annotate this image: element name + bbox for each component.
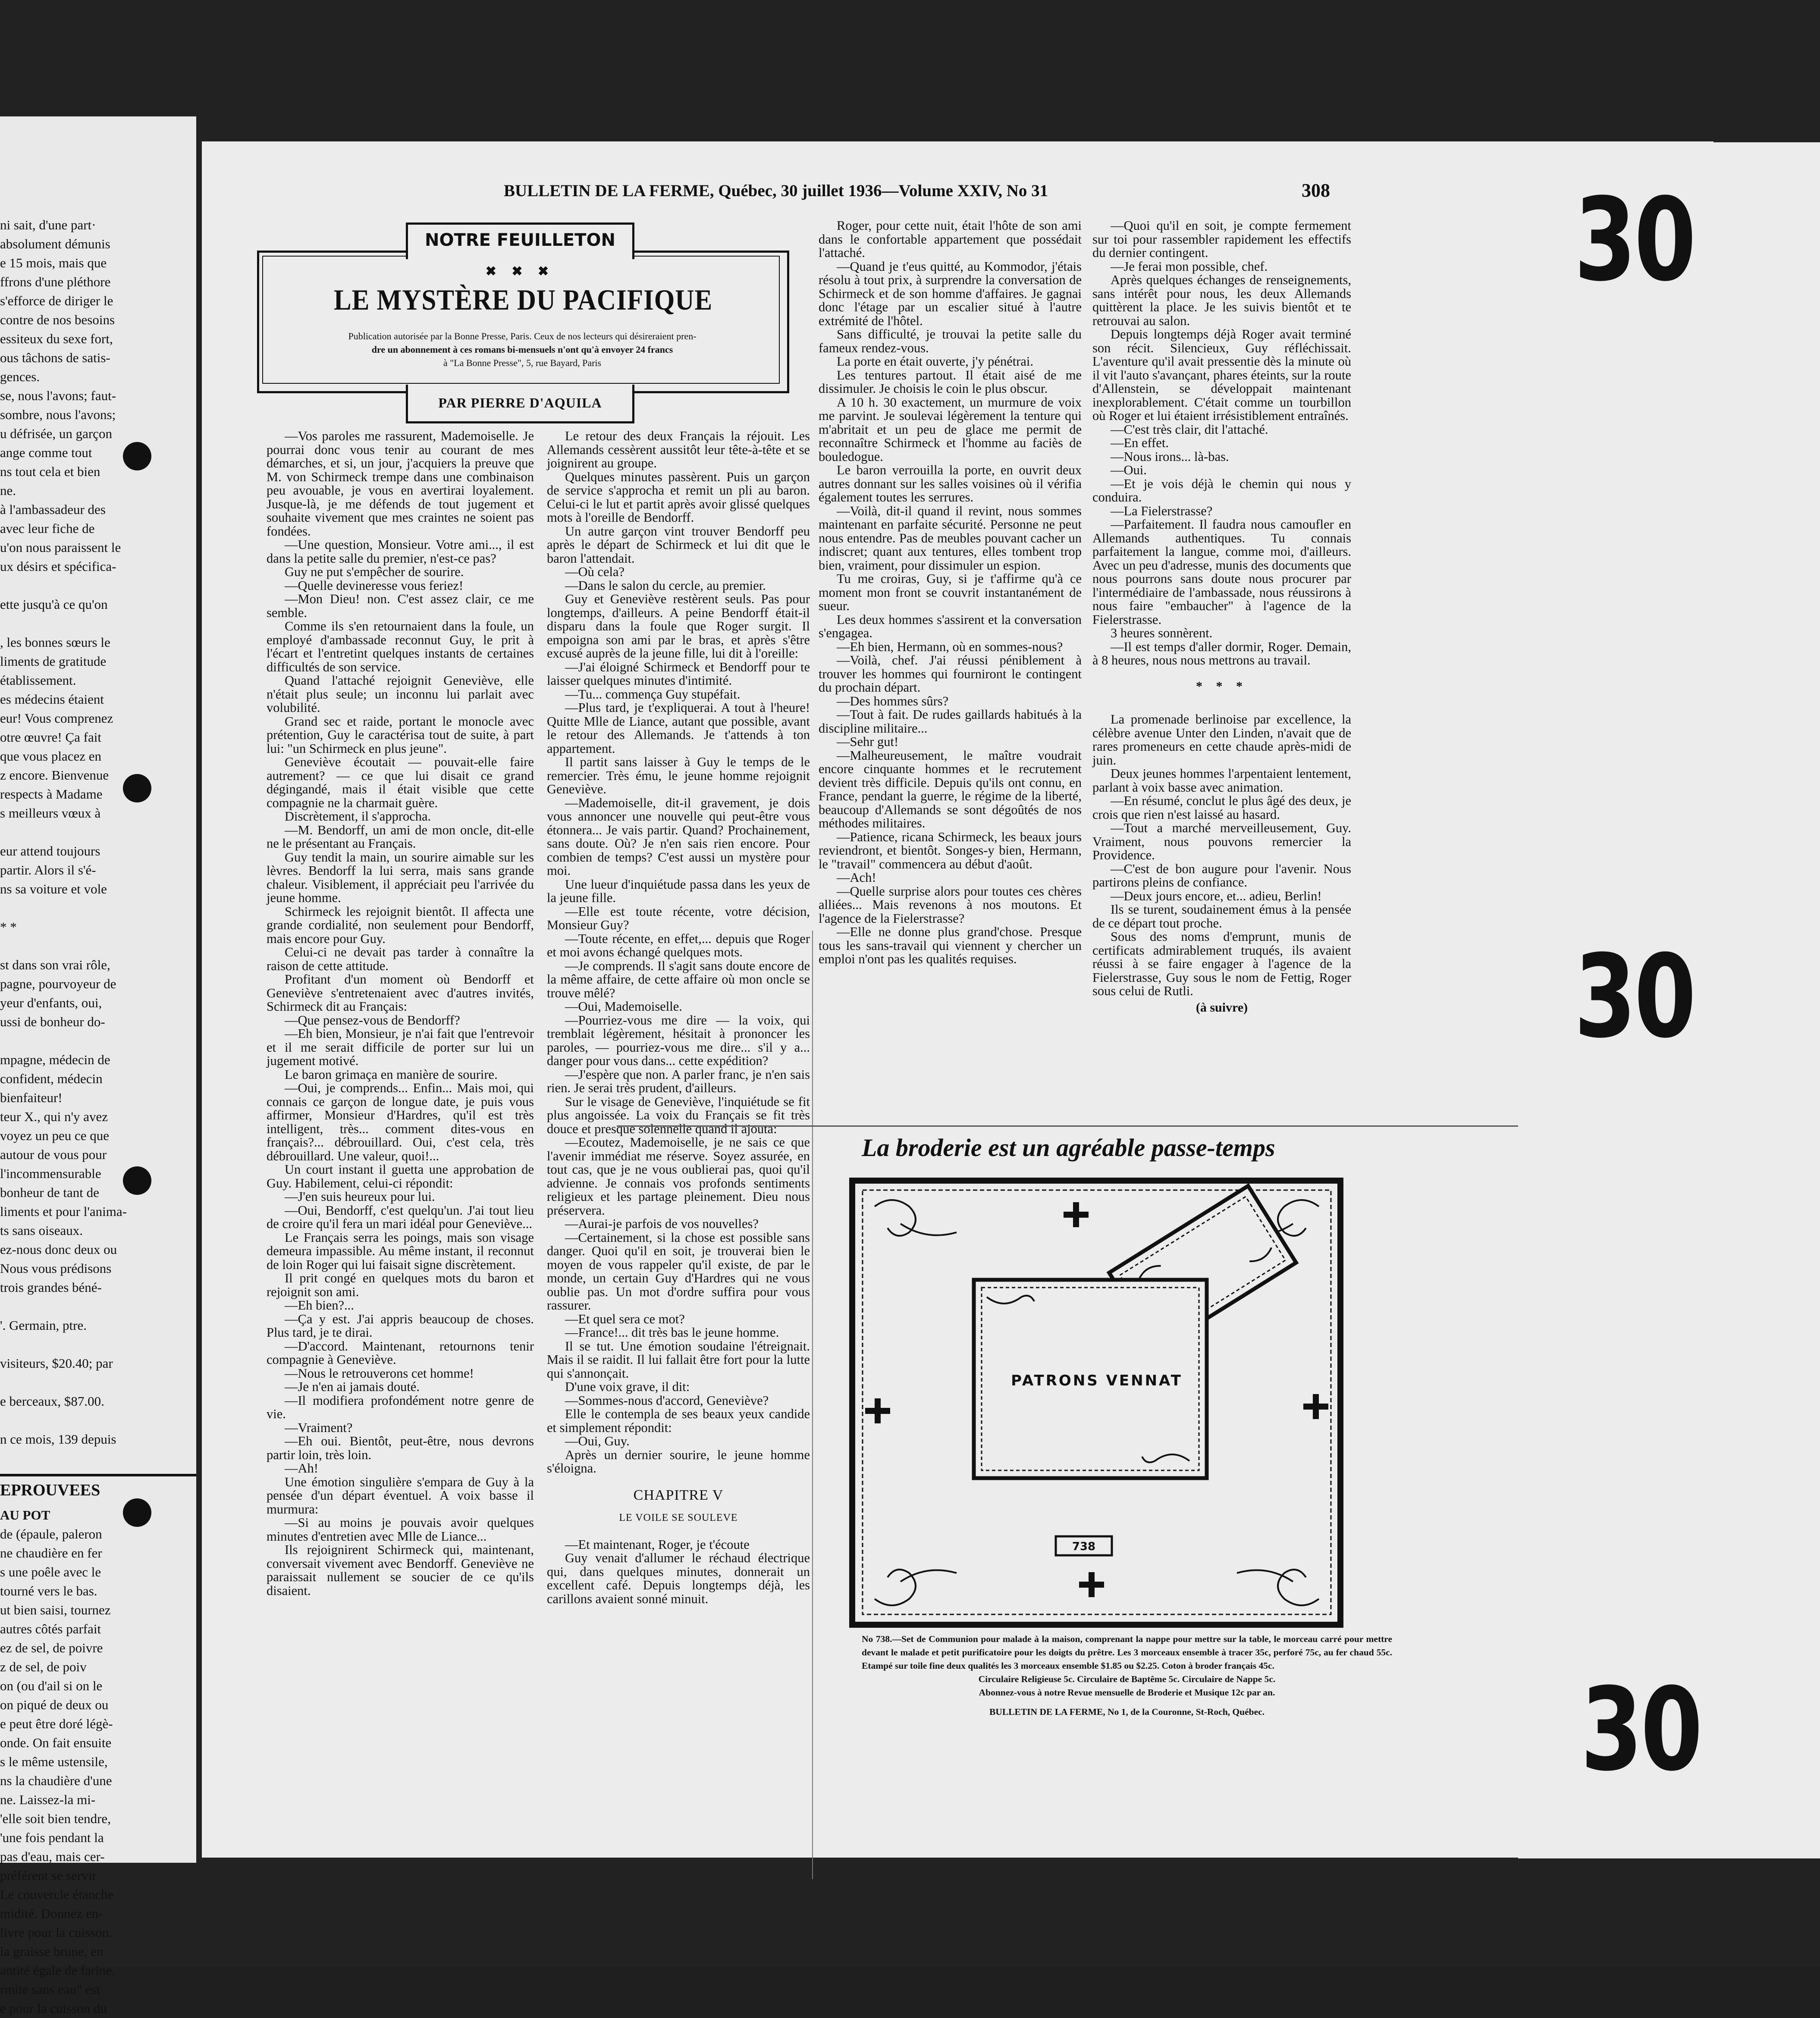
story-paragraph: La porte en était ouverte, j'y pénétrai.	[837, 354, 1034, 369]
left-page-line: ne. Laissez-la mi-	[0, 1792, 96, 1807]
left-page-line: établissement.	[0, 673, 76, 688]
story-paragraph: —Oui, Mademoiselle.	[565, 999, 682, 1014]
feuilleton-kicker: NOTRE FEUILLETON	[425, 230, 615, 250]
story-paragraph: Sans difficulté, je trouvai la petite salle du fameux rendez-vous.	[819, 327, 1082, 355]
left-page-line: ffrons d'une pléthore	[0, 274, 111, 289]
left-page-line: ut bien saisi, tournez	[0, 1602, 111, 1617]
left-page-line: eur attend toujours	[0, 843, 100, 859]
story-paragraph: Le retour des deux Français la réjouit. Les Allemands cessèrent aussitôt leur tête-à-tête et se joignirent au groupe.	[547, 429, 810, 470]
story-paragraph: —Nous le retrouverons cet homme!	[285, 1366, 474, 1381]
left-page-line: ni sait, d'une part·	[0, 217, 96, 232]
left-page-line: ussi de bonheur do-	[0, 1014, 105, 1029]
story-paragraph: —Voilà, chef. J'ai réussi péniblement à trouver les hommes qui fourniront le contingent du prochain départ.	[819, 653, 1082, 695]
left-page-line: ne chaudière en fer	[0, 1545, 102, 1561]
story-paragraph: Il partit sans laisser à Guy le temps de le remercier. Très ému, le jeune homme rejoignit Geneviève.	[547, 755, 810, 796]
story-paragraph: —Sommes-nous d'accord, Geneviève?	[565, 1393, 769, 1408]
left-page-line: ns sa voiture et vole	[0, 881, 107, 896]
story-paragraph: —Eh bien?...	[285, 1298, 354, 1313]
frame-number: 30	[1574, 174, 1694, 307]
left-page-line	[0, 1373, 196, 1392]
pattern-brand-label: PATRONS VENNAT	[1011, 1372, 1183, 1389]
left-page-line: absolument démunis	[0, 236, 110, 251]
story-paragraph: Un autre garçon vint trouver Bendorff peu après le départ de Schirmeck et lui dit que le baron l'attendait.	[547, 523, 810, 566]
story-paragraph: —Malheureusement, le maître voudrait encore cinquante hommes et le recrutement devient très difficile. Depuis qu'ils ont connu, en France, pendant la guerre, le régime de la liberté, beaucoup d'Allemands se sont dégoûtés de nos méthodes militaires.	[819, 748, 1082, 830]
story-paragraph: —Quoi qu'il en soit, je compte fermement sur toi pour rassembler rapidement les effectifs du dernier contingent.	[1092, 218, 1351, 260]
story-paragraph: —J'espère que non. A parler franc, je n'en sais rien. Je serai très prudent, d'ailleurs.	[547, 1067, 810, 1095]
left-page-line: avec leur fiche de	[0, 521, 95, 536]
story-paragraph: —Tout à fait. De rudes gaillards habitués à la discipline militaire...	[819, 707, 1082, 736]
left-page-line: s'efforce de diriger le	[0, 293, 113, 308]
left-page-line: 'une fois pendant la	[0, 1830, 104, 1845]
left-page-line: e 15 mois, mais que	[0, 255, 107, 270]
story-paragraph: —Et quel sera ce mot?	[565, 1311, 685, 1326]
left-page-line: essiteux du sexe fort,	[0, 331, 113, 346]
story-paragraph: —Deux jours encore, et... adieu, Berlin!	[1111, 888, 1322, 903]
left-page-line: Le couvercle étanche	[0, 1887, 114, 1902]
ornament-mark: ✖ ✖ ✖	[485, 264, 555, 279]
story-column-3	[819, 219, 1082, 1258]
story-paragraph: 3 heures sonnèrent.	[1111, 626, 1213, 640]
story-paragraph: Le baron grimaça en manière de sourire.	[285, 1067, 498, 1082]
story-paragraph: —J'ai éloigné Schirmeck et Bendorff pour te laisser quelques minutes d'intimité.	[547, 659, 810, 688]
story-paragraph: —Je ferai mon possible, chef.	[1111, 259, 1268, 274]
left-page-line: préférent se servir	[0, 1868, 97, 1883]
story-paragraph: Sur le visage de Geneviève, l'inquiétude se fit plus angoissée. La voix du Français se fit très douce et presque solennelle quand il ajouta:	[547, 1094, 810, 1136]
story-paragraph: Une émotion singulière s'empara de Guy à la pensée d'un départ éventuel. A voix basse il murmura:	[267, 1474, 534, 1517]
left-page-line: s une poêle avec le	[0, 1564, 101, 1579]
story-paragraph: —Quand je t'eus quitté, au Kommodor, j'étais résolu à tout prix, à surprendre la conversation de Schirmeck et de son homme d'affaires. Je gagnai donc l'étage par un escalier situé à l'autre extrémité de l'hôtel.	[819, 259, 1082, 328]
story-paragraph: Elle le contempla de ses beaux yeux candide et simplement répondit:	[547, 1407, 810, 1435]
left-page-line: ez-nous donc deux ou	[0, 1242, 117, 1257]
story-paragraph: —Eh oui. Bientôt, peut-être, nous devrons partir loin, très loin.	[267, 1434, 534, 1462]
story-paragraph: —Ça y est. J'ai appris beaucoup de choses. Plus tard, je te dirai.	[267, 1311, 534, 1340]
left-page-line: partir. Alors il s'é-	[0, 862, 96, 877]
story-paragraph: —Elle ne donne plus grand'chose. Presque tous les sans-travail qui viennent y chercher un emploi n'ont pas les qualités requises.	[819, 924, 1082, 966]
publication-note-line: à "La Bonne Presse", 5, rue Bayard, Paris	[443, 357, 602, 368]
left-page-line: es médecins étaient	[0, 692, 104, 707]
left-page-line	[0, 1449, 196, 1468]
left-page-line: s meilleurs vœux à	[0, 805, 101, 821]
publication-note	[283, 329, 762, 370]
left-page-line: pas d'eau, mais cer-	[0, 1849, 105, 1864]
story-paragraph: —Je comprends. Il s'agit sans doute encore de la même affaire, de cette affaire où mon oncle se trouve mêlé?	[547, 958, 810, 1000]
pattern-number: 738	[1072, 1540, 1096, 1553]
story-paragraph: Deux jeunes hommes l'arpentaient lentement, parlant à voix basse avec animation.	[1092, 766, 1351, 795]
binding-hole	[123, 774, 151, 802]
story-paragraph: —Vraiment?	[285, 1420, 353, 1435]
left-page-line: bonheur de tant de	[0, 1185, 99, 1200]
story-paragraph: —En effet.	[1111, 436, 1169, 450]
left-page-line: , les bonnes sœurs le	[0, 635, 110, 650]
story-paragraph: Celui-ci ne devait pas tarder à connaître la raison de cette attitude.	[267, 945, 534, 973]
embroidery-pattern-drawing	[849, 1176, 1345, 1629]
story-paragraph: Comme ils s'en retournaient dans la foule, un employé d'ambassade reconnut Guy, le prit à l'écart et l'entretint quelques instants de certaines difficultés de son service.	[267, 619, 534, 674]
left-page-line: confident, médecin	[0, 1071, 103, 1086]
left-page-line: tourné vers le bas.	[0, 1583, 97, 1598]
chapter-subtitle: LE VOILE SE SOULEVE	[619, 1512, 738, 1523]
story-paragraph: Guy tendit la main, un sourire aimable sur les lèvres. Bendorff la lui serra, mais sans grande chaleur. Visiblement, il appréciait peu l'arrivée du jeune homme.	[267, 849, 534, 905]
left-page-line: autres côtés parfait	[0, 1621, 101, 1636]
left-page-line: on piqué de deux ou	[0, 1697, 109, 1712]
left-page-line: livre pour la cuisson.	[0, 1925, 113, 1940]
story-paragraph: Guy ne put s'empêcher de sourire.	[285, 564, 464, 579]
story-paragraph: Quand l'attaché rejoignit Geneviève, elle n'était plus seule; un inconnu lui parlait avec volubilité.	[267, 673, 534, 715]
left-page-line: on (ou d'ail si on le	[0, 1678, 103, 1693]
story-paragraph: —Dans le salon du cercle, au premier.	[565, 578, 766, 593]
left-page-line: st dans son vrai rôle,	[0, 957, 110, 972]
story-paragraph: Roger, pour cette nuit, était l'hôte de son ami dans le confortable appartement que possédait l'attaché.	[819, 218, 1082, 260]
left-page-line: ange comme tout	[0, 445, 92, 460]
story-paragraph: —M. Bendorff, un ami de mon oncle, dit-elle ne le présentant au Français.	[267, 822, 534, 851]
story-paragraph: Profitant d'un moment où Bendorff et Geneviève s'entretenaient avec d'autres invités, Schirmeck dit au Français:	[267, 972, 534, 1014]
story-paragraph: —Et maintenant, Roger, je t'écoute	[565, 1537, 750, 1552]
story-paragraph: —Si au moins je pouvais avoir quelques minutes d'entretien avec Mlle de Liance...	[267, 1515, 534, 1544]
left-page-line: e berceaux, $87.00.	[0, 1394, 104, 1409]
story-paragraph: Schirmeck les rejoignit bientôt. Il affecta une grande cordialité, non seulement pour Bendorff, mais encore pour Guy.	[267, 904, 534, 946]
story-paragraph: Quelques minutes passèrent. Puis un garçon de service s'approcha et remit un pli au baron. Celui-ci le lut et partit après avoir glissé quelques mots à l'oreille de Bendorff.	[547, 469, 810, 525]
left-page-line	[0, 1335, 196, 1354]
left-page-line: '. Germain, ptre.	[0, 1318, 87, 1333]
left-page-line: voyez un peu ce que	[0, 1128, 110, 1143]
left-page-line: otre œuvre! Ça fait	[0, 730, 101, 745]
left-page-line: u'on nous paraissent le	[0, 540, 121, 555]
left-page-line: pagne, pourvoyeur de	[0, 976, 116, 991]
section-asterism: * * *	[1196, 679, 1248, 693]
left-page-line: l'incommensurable	[0, 1166, 101, 1181]
story-paragraph: Geneviève écoutait — pouvait-elle faire autrement? — ce que lui disait ce grand dégingandé, mais il était visible que cette compagnie ne la charmait guère.	[267, 755, 534, 810]
left-page-line: u défrisée, un garçon	[0, 426, 112, 441]
story-paragraph: —Tu... commença Guy stupéfait.	[565, 686, 741, 702]
story-paragraph: Grand sec et raide, portant le monocle avec prétention, Guy le caractérisa tout de suite, à part lui: "un Schirmeck en plus jeune".	[267, 714, 534, 756]
story-paragraph: —D'accord. Maintenant, retournons tenir compagnie à Geneviève.	[267, 1338, 534, 1367]
story-paragraph: —Sehr gut!	[837, 734, 899, 749]
publication-note-line: Publication autorisée par la Bonne Presse, Paris. Ceux de nos lecteurs qui désireraient pren-	[348, 331, 697, 342]
to-be-continued-label: (à suivre)	[1196, 1000, 1248, 1015]
chapter-title: CHAPITRE V	[633, 1487, 724, 1503]
column-divider	[812, 931, 813, 1879]
left-page-line: de (épaule, paleron	[0, 1526, 102, 1542]
story-paragraph: Après quelques échanges de renseignements, sans intérêt pour nous, les deux Allemands quittèrent la place. Je les suivis bientôt et te retrouvai au salon.	[1092, 273, 1351, 328]
left-page-line: visiteurs, $20.40; par	[0, 1356, 113, 1371]
story-paragraph: Une lueur d'inquiétude passa dans les yeux de la jeune fille.	[547, 877, 810, 905]
left-page-line: s le même ustensile,	[0, 1754, 108, 1769]
story-paragraph: —Vos paroles me rassurent, Mademoiselle. Je pourrai donc vous tenir au courant de mes démarches, et si, un jour, j'acquiers la preuve que M. von Schirmeck trempe dans une combinaison peu avouable, je vous en avertirai loyalement. Jusque-là, je me défends de tout jugement et souhaite vivement que mes craintes ne soient pas fondées.	[267, 429, 534, 539]
caption-text: Circulaire Religieuse 5c. Circulaire de Baptême 5c. Circulaire de Nappe 5c.	[978, 1674, 1276, 1684]
story-paragraph: —Eh bien, Monsieur, je n'ai fait que l'entrevoir et il me serait difficile de porter sur lui un jugement motivé.	[267, 1026, 534, 1068]
story-paragraph: Les tentures partout. Il était aisé de me dissimuler. Je choisis le coin le plus obscur.	[819, 367, 1082, 396]
left-page-line: Nous vous prédisons	[0, 1261, 112, 1276]
story-paragraph: —Voilà, dit-il quand il revint, nous sommes maintenant en parfaite sécurité. Personne ne peut nous entendre. Pas de meubles pouvant cacher un indiscret; quant aux tentures, elles tombent trop bien, vraiment, pour dissimuler un espion.	[819, 503, 1082, 573]
story-paragraph: —Quelle surprise alors pour toutes ces chères alliées... Mais revenons à nos moutons. Et l'agence de la Fielerstrasse?	[819, 884, 1082, 926]
story-paragraph: Le baron verrouilla la porte, en ouvrit deux autres donnant sur les salles voisines où il vérifia également toutes les serrures.	[819, 463, 1082, 504]
story-paragraph: —Nous irons... là-bas.	[1111, 449, 1229, 464]
left-page-line: autour de vous pour	[0, 1147, 107, 1162]
left-page-fragment	[0, 116, 196, 2016]
story-title: LE MYSTÈRE DU PACIFIQUE	[333, 283, 713, 316]
left-page-line	[0, 823, 196, 842]
story-paragraph: Il se tut. Une émotion soudaine l'étreignait. Mais il se raidit. Il lui fallait être fort pour la lutte qui s'annonçait.	[547, 1338, 810, 1381]
left-page-line: yeur d'enfants, oui,	[0, 995, 102, 1010]
story-paragraph: —Où cela?	[565, 564, 625, 579]
story-paragraph: —Ach!	[837, 870, 876, 885]
story-paragraph: Discrètement, il s'approcha.	[285, 809, 431, 824]
story-paragraph: —France!... dit très bas le jeune homme.	[565, 1325, 779, 1340]
left-page-line: onde. On fait ensuite	[0, 1735, 112, 1750]
caption-text: No 738.—Set de Communion pour malade à la maison, comprenant la nappe pour mettre sur la table, le morceau carré pour mettre devant le malade et petit purificatoire pour les doigts du prêtre. Les 3 morceaux ensemble à tracer 35c, perforé 75c, au fer chaud 55c. Etampé sur toile fine deux qualités les 3 morceaux ensemble $1.85 ou $2.25. Coton à broder français 45c.	[862, 1634, 1392, 1671]
publication-note-line: dre un abonnement à ces romans bi-mensuels n'ont qu'à envoyer 24 francs	[371, 344, 673, 355]
left-page-line: à l'ambassadeur des	[0, 502, 106, 517]
story-paragraph: —Que pensez-vous de Bendorff?	[285, 1012, 460, 1028]
binding-hole	[123, 1498, 151, 1527]
left-page-line: sombre, nous l'avons;	[0, 407, 116, 422]
story-paragraph: —Il est temps d'aller dormir, Roger. Demain, à 8 heures, nous nous mettrons au travail.	[1092, 639, 1351, 667]
story-column-4	[1092, 219, 1351, 1258]
story-paragraph: —Il modifiera profondément notre genre de vie.	[267, 1393, 534, 1421]
story-paragraph: —En résumé, conclut le plus âgé des deux, je crois que rien n'est laissé au hasard.	[1092, 793, 1351, 822]
story-paragraph: La promenade berlinoise par excellence, la célèbre avenue Unter den Linden, n'avait que de rares promeneurs en cette chaude après-midi de juin.	[1092, 712, 1351, 768]
story-paragraph: —Oui, Guy.	[565, 1434, 630, 1448]
left-page-line: que vous placez en	[0, 749, 101, 764]
left-page-line: antité égale de farine.	[0, 1963, 115, 1978]
story-paragraph: Guy venait d'allumer le réchaud électrique qui, dans quelques minutes, donnerait un excellent café. Depuis longtemps déjà, les carillons avaient sonné minuit.	[547, 1551, 810, 1606]
story-paragraph: Sous des noms d'emprunt, munis de certificats admirablement truqués, ils avaient réussi à se faire engager à l'agence de la Fielerstrasse, Guy sous le nom de Fettig, Roger sous celui de Rutli.	[1092, 929, 1351, 998]
page-number: 308	[1302, 180, 1330, 201]
left-page-line: ts sans oiseaux.	[0, 1223, 83, 1238]
story-paragraph: —Quelle devineresse vous feriez!	[285, 578, 464, 593]
newspaper-page	[202, 141, 1713, 1858]
left-page-line: teur X., qui n'y avez	[0, 1109, 108, 1124]
left-page-line: z de sel, de poiv	[0, 1659, 87, 1674]
story-paragraph: —Patience, ricana Schirmeck, les beaux jours reviendront, et bientôt. Songes-y bien, Hermann, le "travail" commencera au début d'août.	[819, 829, 1082, 871]
left-page-line: ous tâchons de satis-	[0, 350, 110, 365]
left-page-line	[0, 937, 196, 956]
story-paragraph: Ils se turent, soudainement émus à la pensée de ce départ tout proche.	[1092, 902, 1351, 931]
story-paragraph: —Je n'en ai jamais douté.	[285, 1379, 420, 1394]
story-paragraph: D'une voix grave, il dit:	[565, 1379, 690, 1394]
story-paragraph: —Plus tard, je t'expliquerai. A tout à l'heure! Quitte Mlle de Liance, autant que possible, avant le retour des Allemands. Je t'attends à ton appartement.	[547, 700, 810, 756]
left-page-line: ette jusqu'à ce qu'on	[0, 597, 108, 612]
left-page-line: ns tout cela et bien	[0, 464, 100, 479]
story-paragraph: —Elle est toute récente, votre décision, Monsieur Guy?	[547, 904, 810, 932]
page-header: BULLETIN DE LA FERME, Québec, 30 juillet 1936—Volume XXIV, No 31	[504, 182, 1048, 200]
story-paragraph: —Ah!	[285, 1461, 318, 1476]
story-paragraph: Un court instant il guetta une approbation de Guy. Habilement, celui-ci répondit:	[267, 1162, 534, 1191]
left-page-line	[0, 1031, 196, 1050]
left-page-line	[0, 1411, 196, 1430]
story-paragraph: Après un dernier sourire, le jeune homme s'éloigna.	[547, 1447, 810, 1476]
left-page-line: bienfaiteur!	[0, 1090, 63, 1105]
left-page-line: AU POT	[0, 1507, 50, 1523]
caption-text: BULLETIN DE LA FERME, No 1, de la Couronne, St-Roch, Québec.	[989, 1707, 1265, 1717]
left-page-line: e peut être doré légè-	[0, 1716, 113, 1731]
story-paragraph: —C'est de bon augure pour l'avenir. Nous partirons pleins de confiance.	[1092, 861, 1351, 890]
left-page-line: ux désirs et spécifica-	[0, 559, 116, 574]
story-paragraph: Guy et Geneviève restèrent seuls. Pas pour longtemps, d'ailleurs. A peine Bendorff était-il disparu dans la foule que Roger surgit. Il empoigna son ami par le bras, et après s'être excusé auprès de la jeune fille, lui dit à l'oreille:	[547, 592, 810, 661]
left-page-line: EPROUVEES	[0, 1474, 196, 1500]
left-page-line: se, nous l'avons; faut-	[0, 388, 116, 403]
embroidery-caption	[862, 1633, 1392, 1719]
left-page-line	[0, 614, 196, 633]
left-page-line	[0, 1297, 196, 1316]
binding-hole	[123, 442, 151, 470]
left-page-line: 'elle soit bien tendre,	[0, 1811, 111, 1826]
left-page-line: n ce mois, 139 depuis	[0, 1432, 116, 1447]
left-page-line: z encore. Bienvenue	[0, 768, 109, 783]
story-paragraph: —Une question, Monsieur. Votre ami..., il est dans la petite salle du premier, n'est-ce pas?	[267, 537, 534, 566]
left-page-line: ne.	[0, 483, 16, 498]
binding-hole	[123, 1166, 151, 1195]
left-page-line: la graisse brune, en	[0, 1944, 104, 1959]
frame-number: 30	[1581, 1664, 1701, 1796]
left-page-line: liments de gratitude	[0, 654, 107, 669]
story-paragraph: —Toute récente, en effet,... depuis que Roger et moi avons échangé quelques mots.	[547, 931, 810, 959]
story-paragraph: —La Fielerstrasse?	[1111, 503, 1213, 518]
left-page-line	[0, 899, 196, 918]
story-paragraph: —Ecoutez, Mademoiselle, je ne sais ce que l'avenir immédiat me réserve. Soyez assurée, en tout cas, que je ne vous oublierai pas, quoi qu'il advienne. Je connais vos profonds sentiments religieux et les partage pleinement. Dieu nous préservera.	[547, 1135, 810, 1218]
story-paragraph: Le Français serra les poings, mais son visage demeura impassible. Au même instant, il reconnut de loin Roger qui lui faisait signe discrètement.	[267, 1230, 534, 1272]
caption-text: Abonnez-vous à notre Revue mensuelle de Broderie et Musique 12c par an.	[979, 1687, 1275, 1698]
left-page-line: ez de sel, de poivre	[0, 1640, 103, 1655]
story-paragraph: Tu me croiras, Guy, si je t'affirme qu'à ce moment mon front se couvrit instantanément de sueur.	[819, 571, 1082, 613]
left-page-line: eur! Vous comprenez	[0, 711, 113, 726]
story-paragraph: —Parfaitement. Il faudra nous camoufler en Allemands authentiques. Tu connais parfaitement la langue, comme moi, d'ailleurs. Avec un peu d'adresse, munis des documents que nous pourrons sans doute nous procurer par l'intermédiaire de l'ambassade, nous réussirons à nous faire "embaucher" à l'agence de la Fielerstrasse.	[1092, 517, 1351, 627]
story-paragraph: —Oui, je comprends... Enfin... Mais moi, qui connais ce garçon de longue date, je puis vous affirmer, Monsieur d'Hardres, qu'il est très intelligent, très... comment dites-vous en français?... débrouillard. Oui, c'est cela, très débrouillard. Une valeur, quoi!...	[267, 1081, 534, 1163]
embroidery-headline: La broderie est un agréable passe-temps	[862, 1134, 1275, 1162]
feuilleton-title-box	[257, 222, 792, 425]
story-paragraph: —C'est très clair, dit l'attaché.	[1111, 422, 1268, 437]
story-paragraph: Il prit congé en quelques mots du baron et rejoignit son ami.	[267, 1271, 534, 1299]
story-paragraph: —Mademoiselle, dit-il gravement, je dois vous annoncer une nouvelle qui peut-être vous étonnera... Je vais partir. Quand? Prochainement, sans doute. Où? Je n'en sais rien encore. Pour combien de temps? C'est aussi un mystère pour moi.	[547, 795, 810, 878]
left-page-line: trois grandes béné-	[0, 1280, 102, 1295]
left-page-line: gences.	[0, 369, 40, 384]
story-paragraph: —Des hommes sûrs?	[837, 693, 949, 708]
section-divider	[617, 1125, 1518, 1127]
story-paragraph: —Mon Dieu! non. C'est assez clair, ce me semble.	[267, 592, 534, 620]
left-page-line: ns la chaudière d'une	[0, 1773, 112, 1788]
story-paragraph: Ils rejoignirent Schirmeck qui, maintenant, conversait vivement avec Bendorff. Geneviève ne paraissait nullement se soucier de ce qu'ils disaient.	[267, 1542, 534, 1598]
story-byline: PAR PIERRE D'AQUILA	[438, 395, 602, 410]
story-paragraph: Les deux hommes s'assirent et la conversation s'engagea.	[819, 612, 1082, 640]
left-page-line: mpagne, médecin de	[0, 1052, 110, 1067]
story-paragraph: —Et je vois déjà le chemin qui nous y conduira.	[1092, 476, 1351, 504]
left-page-line: * *	[0, 919, 17, 934]
embroidery-pattern	[849, 1176, 1345, 1629]
left-page-line: respects à Madame	[0, 787, 103, 802]
left-page-line: e pour la cuisson du	[0, 2001, 107, 2016]
story-paragraph: —Tout a marché merveilleusement, Guy. Vraiment, nous pouvons remercier la Providence.	[1092, 821, 1351, 862]
frame-number: 30	[1574, 931, 1694, 1063]
left-page-line: liments et pour l'anima-	[0, 1204, 127, 1219]
story-paragraph: —Eh bien, Hermann, où en sommes-nous?	[837, 639, 1063, 654]
story-paragraph: —J'en suis heureux pour lui.	[285, 1189, 435, 1204]
story-paragraph: —Oui, Bendorff, c'est quelqu'un. J'ai tout lieu de croire qu'il fera un mari idéal pour Geneviève...	[267, 1203, 534, 1231]
story-paragraph: —Pourriez-vous me dire — la voix, qui tremblait légèrement, hésitait à prononcer les paroles, — pourriez-vous me dire... s'il y a... danger pour vous dans... cette expédition?	[547, 1012, 810, 1068]
story-paragraph: —Certainement, si la chose est possible sans danger. Quoi qu'il en soit, je trouverai bien le moyen de vous rappeler qu'il existe, de par le monde, un certain Guy d'Hardres qui ne vous oublie pas. Un mot d'ordre suffira pour vous rassurer.	[547, 1230, 810, 1313]
left-page-line: rmite sans eau" est	[0, 1982, 100, 1997]
story-paragraph: A 10 h. 30 exactement, un murmure de voix me parvint. Je soulevai légèrement la tenture qui m'abritait et un peu de glace me permit de reconnaître Schirmeck et l'homme au faciès de bouledogue.	[819, 395, 1082, 464]
left-page-line	[0, 576, 196, 595]
left-page-line: midité. Donnez en-	[0, 1906, 103, 1921]
story-paragraph: —Oui.	[1111, 463, 1147, 477]
story-paragraph: —Aurai-je parfois de vos nouvelles?	[565, 1216, 759, 1231]
story-column-1	[267, 429, 534, 1822]
left-page-line: contre de nos besoins	[0, 312, 115, 327]
story-paragraph: Depuis longtemps déjà Roger avait terminé son récit. Silencieux, Guy réfléchissait. L'aventure qu'il avait pressentie dès la minute où il vit l'auto s'avançant, phares éteints, sur la route d'Allenstein, se développait maintenant inexplorablement. C'était comme un tourbillon où Roger et lui étaient irrésistiblement entraînés.	[1092, 327, 1351, 423]
